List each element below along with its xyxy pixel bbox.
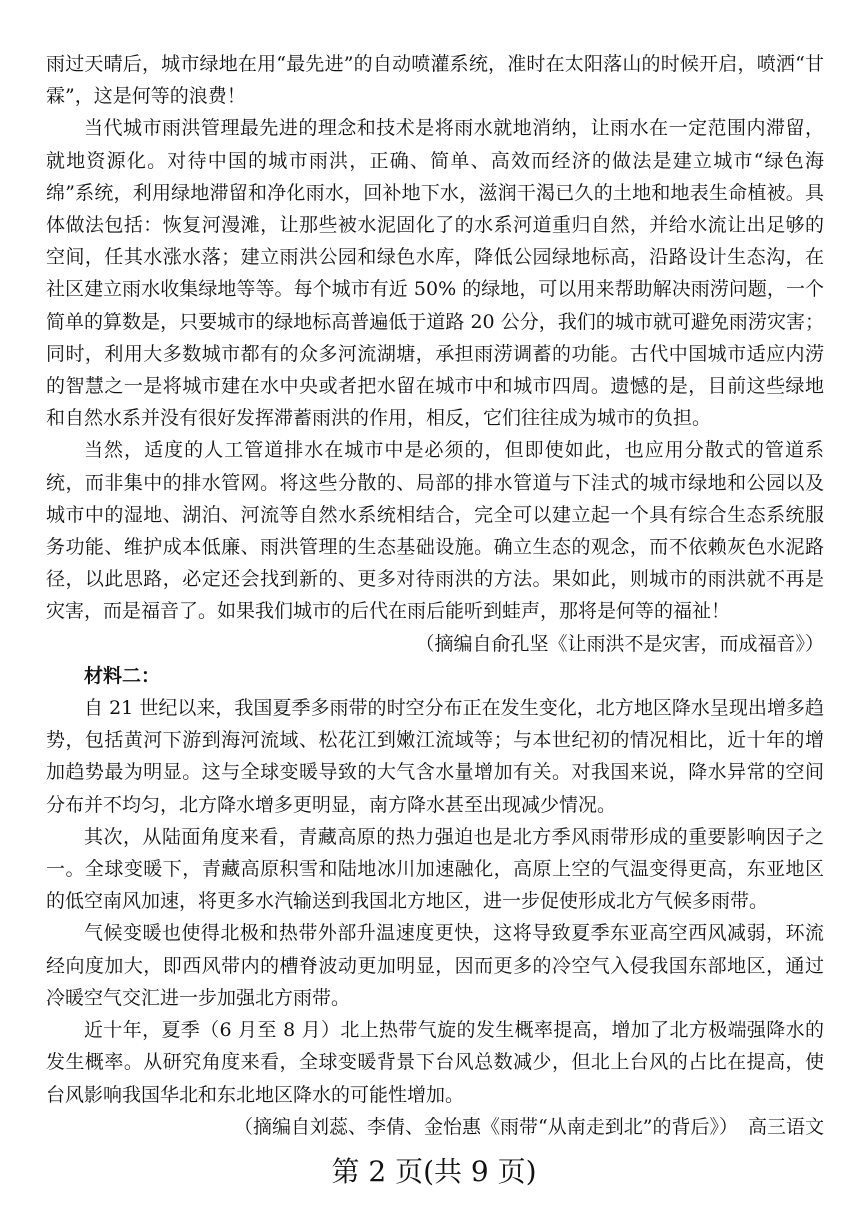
material1-paragraph-3: 当然，适度的人工管道排水在城市中是必须的，但即使如此，也应用分散式的管道系统，而非集中的排水管网。将这些分散的、局部的排水管道与下洼式的城市绿地和公园以及城市中的湿地、湖泊、河流等自然水系统相结合，完全可以建立起一个具有综合生态系统服务功能、维护成本低廉、雨洪管理的生态基础设施。确立生态的观念，而不依赖灰色水泥路径，以此思路，必定还会找到新的、更多对待雨洪的方法。果如此，则城市的雨洪就不再是灾害，而是福音了。如果我们城市的后代在雨后能听到蛙声，那将是何等的福祉！ <box>46 439 824 623</box>
material2-paragraph-2: 其次，从陆面角度来看，青藏高原的热力强迫也是北方季风雨带形成的重要影响因子之一。全球变暖下，青藏高原积雪和陆地冰川加速融化，高原上空的气温变得更高，东亚地区的低空南风加速，将更多水汽输送到我国北方地区，进一步促使形成北方气候多雨带。 <box>46 825 824 913</box>
material2-source-line <box>46 1111 824 1143</box>
material2-paragraph-4: 近十年，夏季（6 月至 8 月）北上热带气旋的发生概率提高，增加了北方极端强降水的发生概率。从研究角度来看，全球变暖背景下台风总数减少，但北上台风的占比在提高，使台风影响我国华北和东北地区降水的可能性增加。 <box>46 1019 824 1106</box>
material1-paragraph-2: 当代城市雨洪管理最先进的理念和技术是将雨水就地消纳，让雨水在一定范围内滞留，就地资源化。对待中国的城市雨洪，正确、简单、高效而经济的做法是建立城市“绿色海绵”系统，利用绿地滞留和净化雨水，回补地下水，滋润干渴已久的土地和地表生命植被。具体做法包括：恢复河漫滩，让那些被水泥固化了的水系河道重归自然，并给水流让出足够的空间，任其水涨水落；建立雨洪公园和绿色水库，降低公园绿地标高，沿路设计生态沟，在社区建立雨水收集绿地等等。每个城市有近 50% 的绿地，可以用来帮助解决雨涝问题，一个简单的算数是，只要城市的绿地标高普遍低于道路 20 公分，我们的城市就可避免雨涝灾害；同时，利用大多数城市都有的众多河流湖塘，承担雨涝调蓄的功能。古代中国城市适应内涝的智慧之一是将城市建在水中央或者把水留在城市中和城市四周。遗憾的是，目前这些绿地和自然水系并没有很好发挥滞蓄雨洪的作用，相反，它们往往成为城市的负担。 <box>46 117 824 430</box>
document-page <box>46 48 824 1143</box>
material2-paragraph-1: 自 21 世纪以来，我国夏季多雨带的时空分布正在发生变化，北方地区降水呈现出增多趋势，包括黄河下游到海河流域、松花江到嫩江流域等；与本世纪初的情况相比，近十年的增加趋势最为明显。这与全球变暖导致的大气含水量增加有关。对我国来说，降水异常的空间分布并不均匀，北方降水增多更明显，南方降水甚至出现减少情况。 <box>46 697 824 816</box>
material2-paragraph-3: 气候变暖也使得北极和热带外部升温速度更快，这将导致夏季东亚高空西风减弱，环流经向度加大，即西风带内的槽脊波动更加明显，因而更多的冷空气入侵我国东部地区，通过冷暖空气交汇进一步加强北方雨带。 <box>46 922 824 1009</box>
material1-paragraph-1: 雨过天晴后，城市绿地在用“最先进”的自动喷灌系统，准时在太阳落山的时候开启，喷洒“甘霖”，这是何等的浪费！ <box>46 53 824 108</box>
material1-source: （摘编自俞孔坚《让雨洪不是灾害，而成福音》） <box>415 632 824 655</box>
page-number: 第 2 页(共 9 页) <box>331 1155 537 1188</box>
material2-heading: 材料二： <box>84 664 161 687</box>
exam-subject-note: 高三语文 <box>747 1115 824 1138</box>
material2-source: （摘编自刘蕊、李倩、金怡惠《雨带“从南走到北”的背后》） <box>234 1115 738 1138</box>
